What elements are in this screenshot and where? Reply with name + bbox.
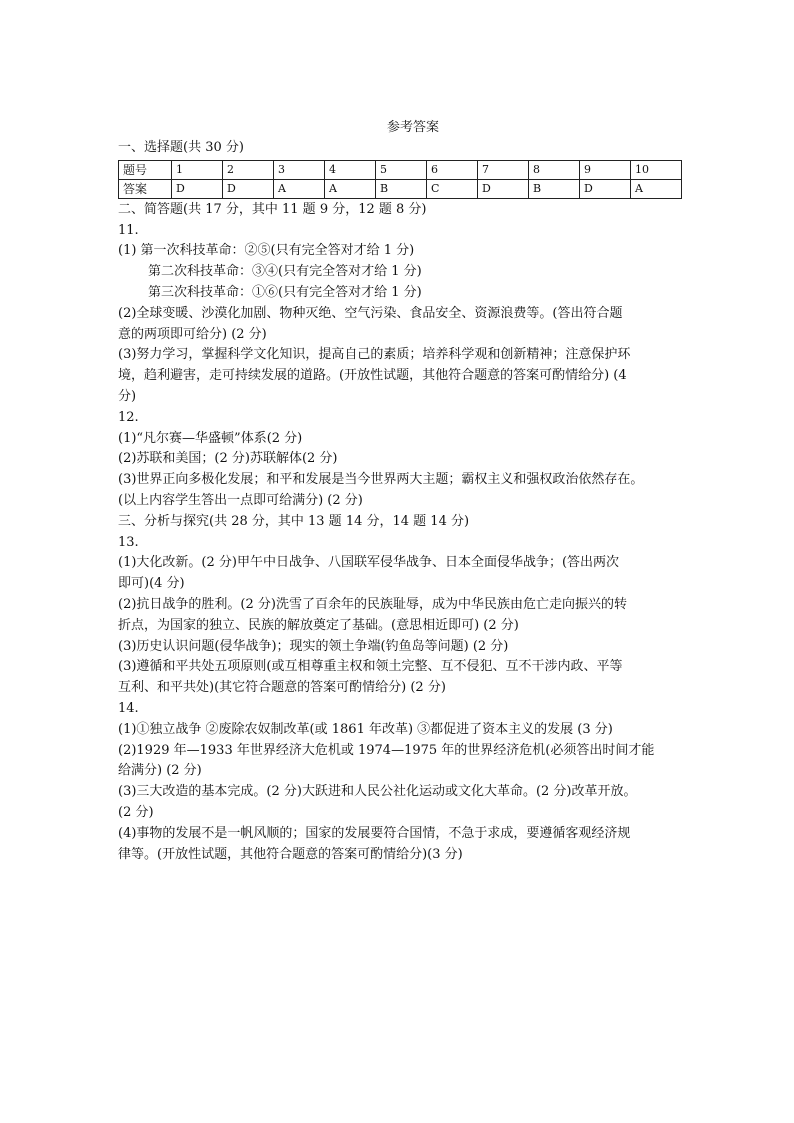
number-cell: 7	[478, 160, 529, 179]
answer-cell: D	[172, 179, 223, 198]
answer-line: 律等。(开放性试题，其他符合题意的答案可酌情给分)(3 分)	[118, 846, 463, 862]
answer-line: 给满分) (2 分)	[118, 763, 202, 779]
answer-line: (2)苏联和美国；(2 分)苏联解体(2 分)	[118, 451, 338, 467]
answer-line: 意的两项即可给分) (2 分)	[118, 326, 267, 342]
answer-cell: C	[427, 179, 478, 198]
answer-line: (3)努力学习，掌握科学文化知识，提高自己的素质；培养科学观和创新精神；注意保护环	[118, 347, 631, 363]
number-cell: 6	[427, 160, 478, 179]
question-number: 11.	[118, 222, 139, 238]
answer-line: (3)三大改造的基本完成。(2 分)大跃进和人民公社化运动或文化大革命。(2 分)改革开放。	[118, 784, 637, 800]
page-title: 参考答案	[386, 120, 439, 135]
number-cell: 8	[529, 160, 580, 179]
answer-line: (1)①独立战争 ②废除农奴制改革(或 1861 年改革) ③都促进了资本主义的发展 (3 分)	[118, 721, 613, 737]
answer-line: (2)全球变暖、沙漠化加剧、物种灭绝、空气污染、食品安全、资源浪费等。(答出符合题	[118, 305, 623, 321]
answer-line: (3)世界正向多极化发展；和平和发展是当今世界两大主题；霸权主义和强权政治依然存在。	[118, 472, 644, 488]
number-cell: 5	[376, 160, 427, 179]
answer-line: (1)“凡尔赛—华盛顿”体系(2 分)	[118, 430, 303, 446]
answer-line: (4)事物的发展不是一帆风顺的；国家的发展要符合国情，不急于求成，要遵循客观经济规	[118, 825, 631, 841]
answer-cell: D	[223, 179, 274, 198]
section3-heading: 三、分析与探究(共 28 分，其中 13 题 14 分，14 题 14 分)	[118, 513, 470, 529]
number-cell: 10	[631, 160, 682, 179]
number-cell: 1	[172, 160, 223, 179]
answer-line: 互利、和平共处)(其它符合题意的答案可酌情给分) (2 分)	[118, 680, 446, 696]
answer-line: (3)遵循和平共处五项原则(或互相尊重主权和领土完整、互不侵犯、互不干涉内政、平等	[118, 659, 623, 675]
answer-cell: D	[478, 179, 529, 198]
answer-cell: B	[376, 179, 427, 198]
question-number: 14.	[118, 700, 139, 716]
answer-table	[118, 160, 682, 199]
answer-line: 第二次科技革命：③④(只有完全答对才给 1 分)	[148, 264, 422, 280]
answer-line: 境，趋利避害，走可持续发展的道路。(开放性试题，其他符合题意的答案可酌情给分) (4	[118, 368, 627, 384]
answer-row	[119, 179, 682, 198]
answer-line: (1) 第一次科技革命：②⑤(只有完全答对才给 1 分)	[118, 243, 415, 259]
answer-key-page	[118, 118, 688, 865]
section1-heading: 一、选择题(共 30 分)	[118, 140, 244, 155]
question-number-row	[119, 160, 682, 179]
answer-cell: D	[580, 179, 631, 198]
answer-line: (3)历史认识问题(侵华战争)；现实的领土争端(钓鱼岛等问题) (2 分)	[118, 638, 509, 654]
answer-line: 即可)(4 分)	[118, 576, 185, 592]
answer-line: (1)大化改新。(2 分)甲午中日战争、八国联军侵华战争、日本全面侵华战争；(答出两次	[118, 555, 620, 571]
answer-line: 折点，为国家的独立、民族的解放奠定了基础。(意思相近即可) (2 分)	[118, 617, 519, 633]
section2-heading: 二、简答题(共 17 分，其中 11 题 9 分，12 题 8 分)	[118, 201, 427, 217]
number-cell: 2	[223, 160, 274, 179]
number-cell: 3	[274, 160, 325, 179]
answer-cell: A	[631, 179, 682, 198]
answer-line: (2)1929 年—1933 年世界经济大危机或 1974—1975 年的世界经济危机(必须答出时间才能	[118, 742, 655, 758]
question-number: 12.	[118, 409, 139, 425]
row-label-number: 题号	[119, 160, 172, 179]
answer-line: 第三次科技革命：①⑥(只有完全答对才给 1 分)	[148, 284, 422, 300]
answer-line: 分)	[118, 388, 137, 404]
number-cell: 4	[325, 160, 376, 179]
number-cell: 9	[580, 160, 631, 179]
question-number: 13.	[118, 534, 139, 550]
answer-cell: A	[325, 179, 376, 198]
answer-cell: A	[274, 179, 325, 198]
row-label-answer: 答案	[119, 179, 172, 198]
answer-line: (2)抗日战争的胜利。(2 分)洗雪了百余年的民族耻辱，成为中华民族由危亡走向振兴的转	[118, 596, 627, 612]
answer-line: (以上内容学生答出一点即可给满分) (2 分)	[118, 492, 363, 508]
answer-line: (2 分)	[118, 804, 154, 820]
answer-cell: B	[529, 179, 580, 198]
